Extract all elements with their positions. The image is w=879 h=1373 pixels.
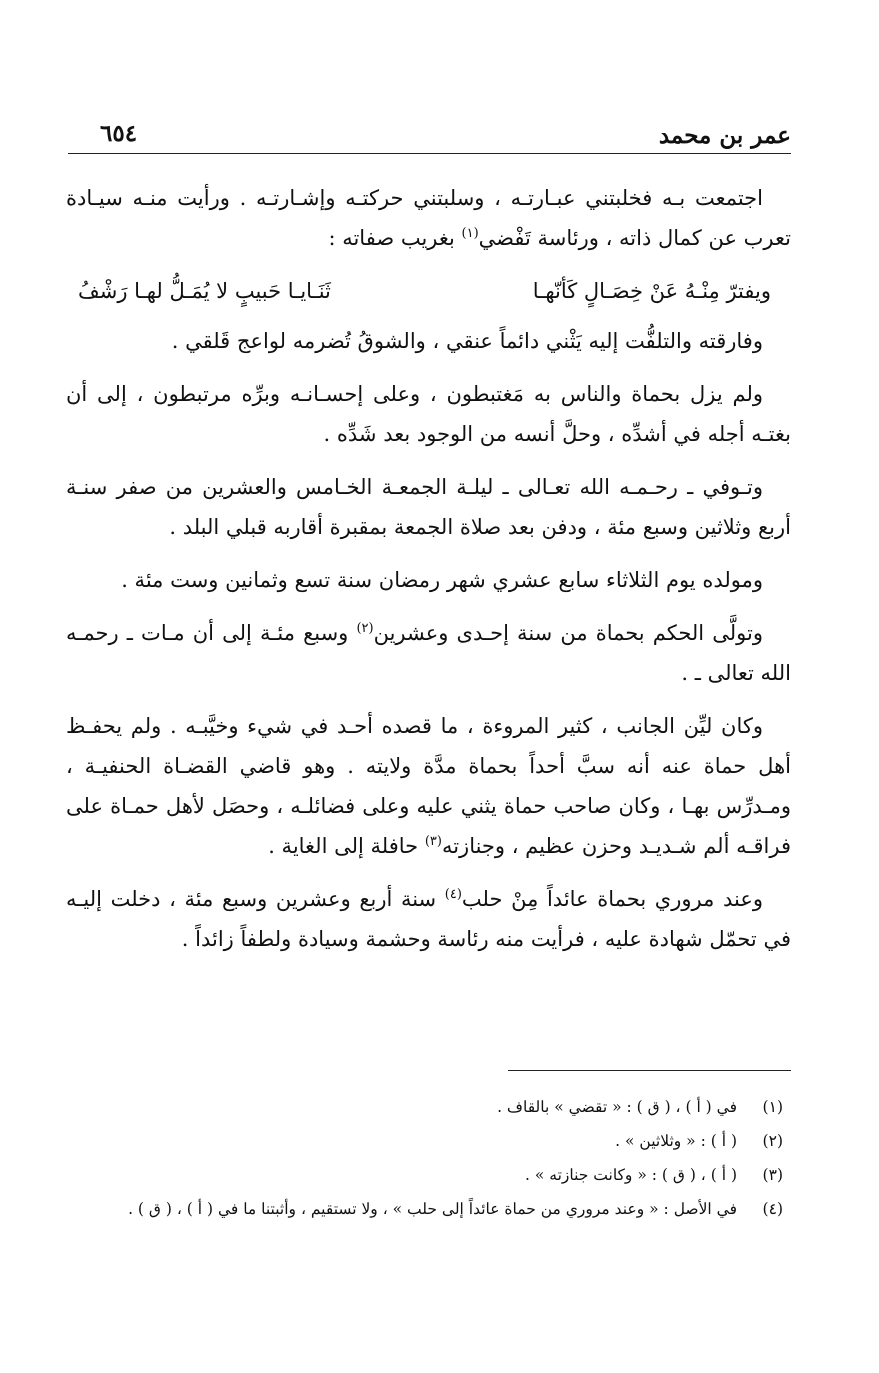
paragraph: وتـوفي ـ رحـمـه الله تعـالى ـ ليلـة الجمعـة الخـامس والعشرين من صفر سنـة أربع وثلاثين وسبع مئة ، ودفن بعد صلاة الجمعة بمقبرة أقاربه قبلي البلد . <box>66 475 791 539</box>
running-header-title: عمر بن محمد <box>658 122 791 149</box>
footnote-text: في ( أ ) ، ( ق ) : « تقضي » بالقاف . <box>497 1098 737 1116</box>
page-number: ٦٥٤ <box>100 120 138 147</box>
footnote-number: (٤) <box>762 1200 783 1218</box>
footnote-ref: (٣) <box>424 834 442 849</box>
paragraph: وكان ليِّن الجانب ، كثير المروءة ، ما قصده أحـد في شيء وخيَّبـه . ولم يحفـظ أهل حماة عنه أنه سبَّ أحداً بحماة مدَّة ولايته . وهو قاضي القضـاة الحنفيـة ، ومـدرِّس بهـا ، وكان صاحب حماة يثني عليه وعلى فضائلـه ، وحصَل لأهل حمـاة على فراقـه ألم شـديـد وحزن عظيم ، وجنازته$^{(٣)}$ حافلة إلى الغاية . <box>66 714 791 858</box>
footnote-number: (٢) <box>762 1132 783 1150</box>
footnote <box>66 1192 791 1226</box>
footnote-ref: (٢) <box>356 621 374 636</box>
paragraph: وتولَّى الحكم بحماة من سنة إحـدى وعشرين$^{(٢)}$ وسبع مئـة إلى أن مـات ـ رحمـه الله تعالى ـ . <box>66 621 791 685</box>
footnote-number: (١) <box>762 1098 783 1116</box>
footnote <box>66 1124 791 1158</box>
paragraph: اجتمعت بـه فخلبتني عبـارتـه ، وسلبتني حركتـه وإشـارتـه . ورأيت منـه سيـادة تعرب عن كمال ذاته ، ورئاسة تَفْضي$^{(١)}$ بغريب صفاته : <box>66 186 791 250</box>
footnote-rule <box>508 1070 791 1071</box>
paragraph: ولم يزل بحماة والناس به مَغتبطون ، وعلى إحسـانـه وبرِّه مرتبطون ، إلى أن بغتـه أجله في أشدِّه ، وحلَّ أنسه من الوجود بعد شَدِّه . <box>66 382 791 446</box>
header-rule <box>68 153 791 154</box>
verse-second-hemistich: ثَنَـايـا حَبيبٍ لا يُمَـلُّ لهـا رَشْفُ <box>78 279 331 303</box>
paragraph: ومولده يوم الثلاثاء سابع عشري شهر رمضان سنة تسع وثمانين وست مئة . <box>121 568 763 592</box>
footnote <box>66 1090 791 1124</box>
poem-verse <box>66 271 791 311</box>
footnote <box>66 1158 791 1192</box>
footnote-ref: (١) <box>461 226 479 241</box>
verse-first-hemistich: ويفترّ مِنْـهُ عَنْ خِصَـالٍ كَأنّهـا <box>532 279 771 303</box>
footnotes <box>66 1090 791 1226</box>
footnote-text: ( أ ) : « وثلاثين » . <box>615 1132 737 1150</box>
footnote-text: في الأصل : « وعند مروري من حماة عائداً إلى حلب » ، ولا تستقيم ، وأثبتنا ما في ( أ ) ، ( ق ) . <box>128 1200 737 1218</box>
footnote-ref: (٤) <box>444 887 462 902</box>
paragraph: وفارقته والتلفُّت إليه يَثْني دائماً عنقي ، والشوقُ تُضرمه لواعج قَلقي . <box>171 329 763 353</box>
footnote-text: ( أ ) ، ( ق ) : « وكانت جنازته » . <box>525 1166 737 1184</box>
footnote-number: (٣) <box>762 1166 783 1184</box>
paragraph: وعند مروري بحماة عائداً مِنْ حلب$^{(٤)}$ سنة أربع وعشرين وسبع مئة ، دخلت إليـه في تحمّل شهادة عليه ، فرأيت منه رئاسة وحشمة وسيادة ولطفاً زائداً . <box>66 887 791 951</box>
main-text <box>66 178 791 972</box>
